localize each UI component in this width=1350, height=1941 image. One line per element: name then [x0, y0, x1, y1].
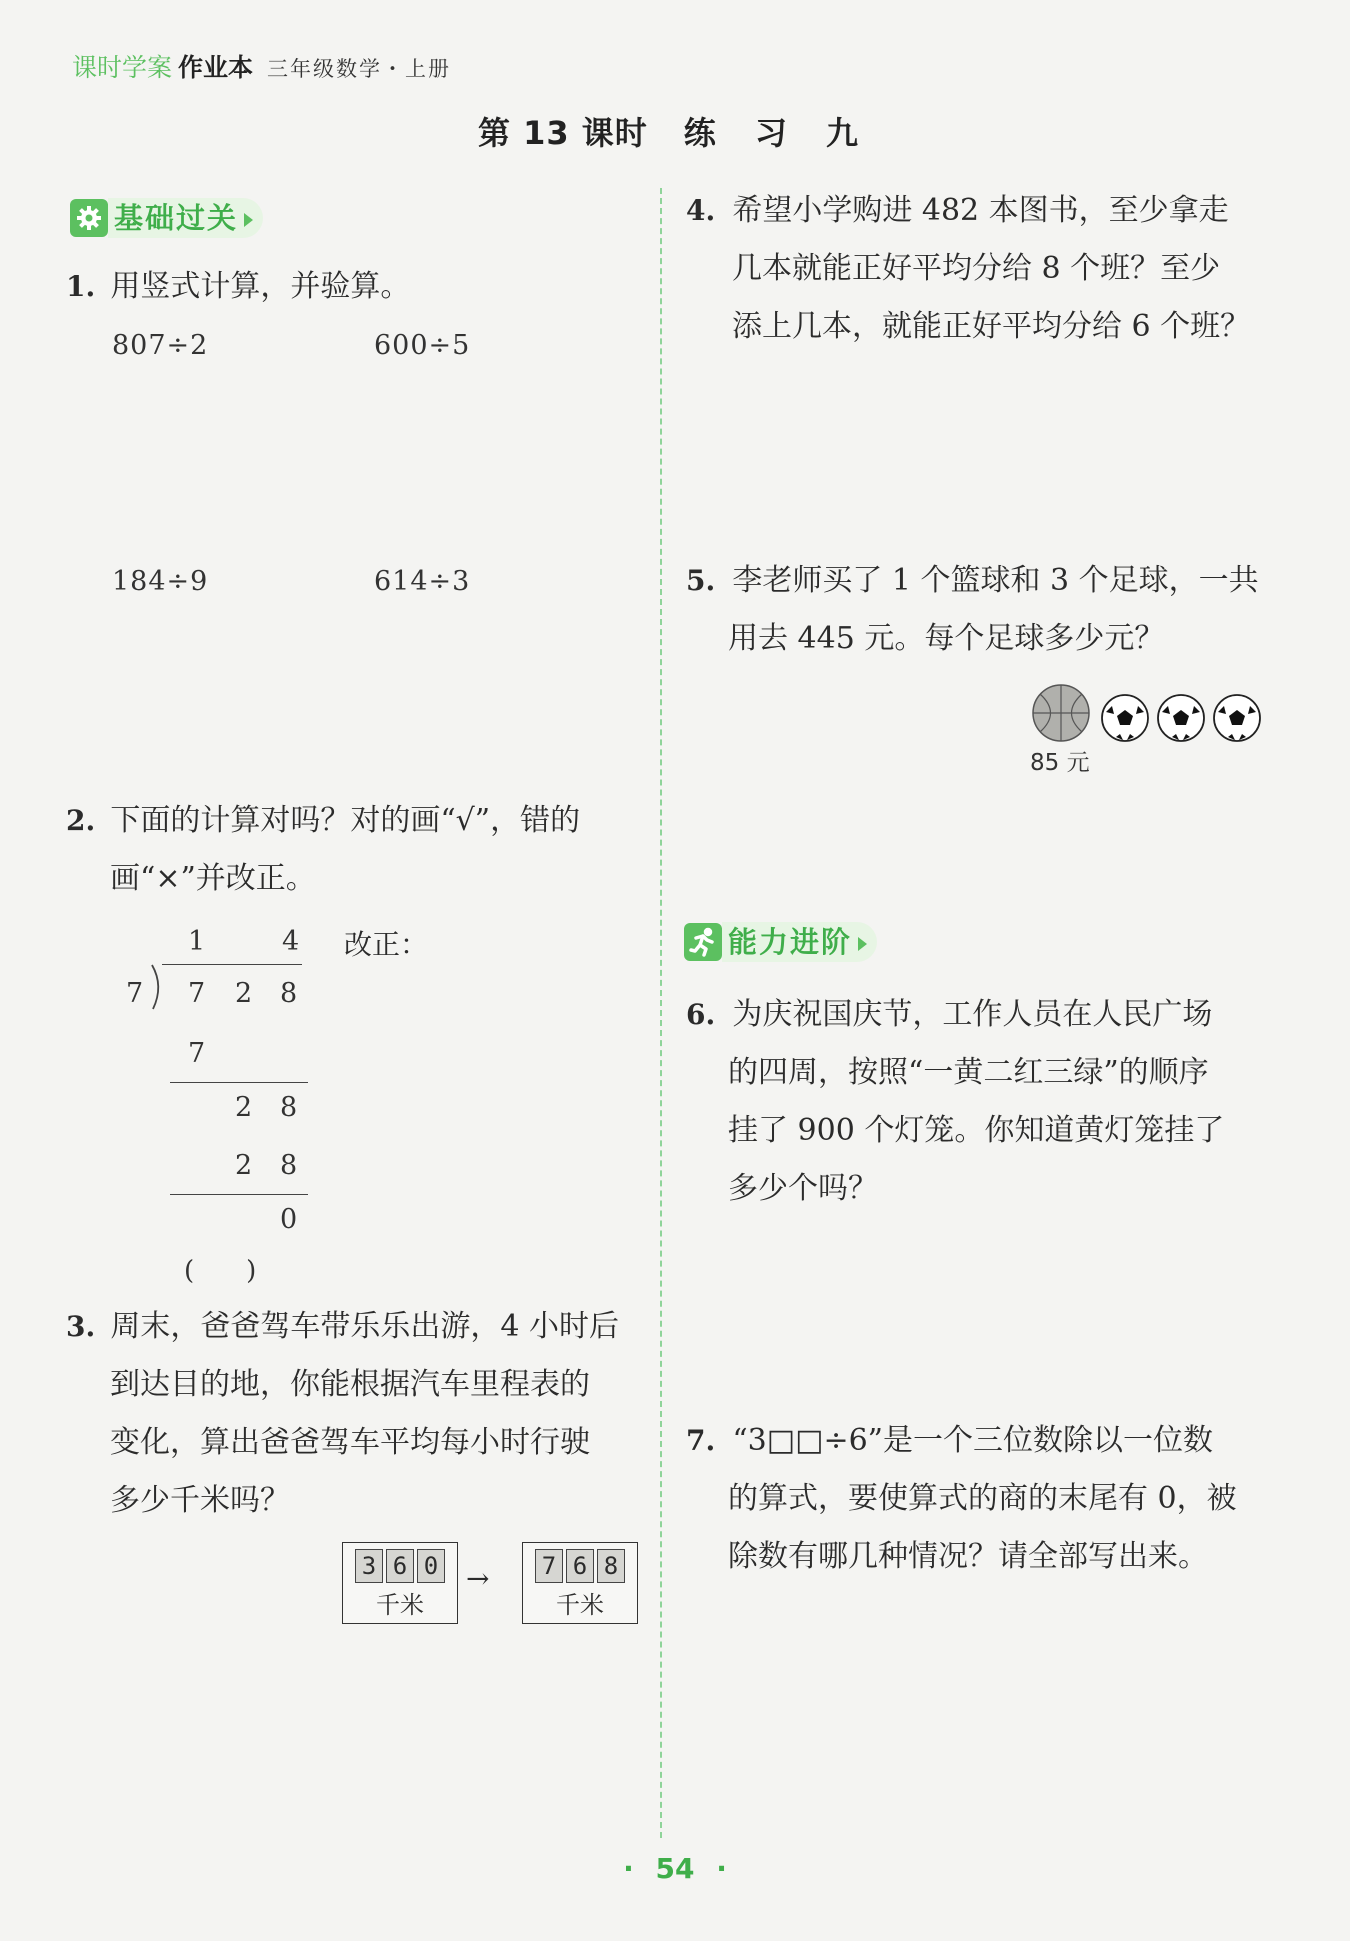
- question-1-number: 1.: [66, 270, 96, 303]
- triangle-icon: [244, 213, 253, 227]
- question-2-line: 画“×”并改正。: [110, 861, 316, 896]
- expression: 614÷3: [374, 566, 471, 597]
- question-3-line: 多少千米吗？: [110, 1483, 290, 1518]
- step-line: [170, 1194, 308, 1195]
- section-advanced: [682, 920, 877, 964]
- question-6-number: 6.: [686, 998, 716, 1031]
- expression: 807÷2: [112, 330, 209, 361]
- question-3: [66, 1298, 619, 1356]
- step-digit: 8: [280, 1150, 298, 1181]
- balls-illustration: [1028, 682, 1298, 744]
- question-2-line: 下面的计算对吗？对的画“√”，错的: [110, 803, 581, 838]
- division-bracket: [150, 964, 166, 1010]
- question-7-line: “3□□÷6”是一个三位数除以一位数: [732, 1423, 1214, 1458]
- question-7-line: 的算式，要使算式的商的末尾有 0，被: [728, 1481, 1237, 1516]
- grade-label: 三年级数学・上册: [267, 57, 452, 81]
- odometer-digit: 6: [566, 1549, 594, 1583]
- remainder: 0: [280, 1204, 298, 1235]
- arrow-icon: →: [466, 1562, 490, 1595]
- soccer-ball-icon: [1214, 695, 1260, 741]
- odometer-digit: 8: [597, 1549, 625, 1583]
- odometer-digit: 7: [535, 1549, 563, 1583]
- section-basic-label: 基础过关: [108, 198, 263, 238]
- question-1: [66, 258, 410, 316]
- odometer-start: [342, 1542, 458, 1624]
- runner-icon: [684, 923, 722, 961]
- page-title: [0, 108, 1350, 154]
- question-7-line: 除数有哪几种情况？请全部写出来。: [728, 1539, 1208, 1574]
- column-divider: [660, 188, 662, 1838]
- question-6-line: 的四周，按照“一黄二红三绿”的顺序: [728, 1055, 1209, 1090]
- question-1-text: 用竖式计算，并验算。: [110, 269, 411, 304]
- section-basic: [68, 196, 263, 240]
- question-7: [686, 1412, 1213, 1470]
- question-2: [66, 792, 580, 850]
- expression: 600÷5: [374, 330, 471, 361]
- question-5-line: 李老师买了 1 个篮球和 3 个足球，一共: [732, 563, 1259, 598]
- book-label: 作业本: [178, 53, 254, 82]
- quotient-digit: 4: [282, 926, 300, 957]
- odometer-digit: 0: [417, 1549, 445, 1583]
- odometer-end: [522, 1542, 638, 1624]
- question-6-line: 为庆祝国庆节，工作人员在人民广场: [732, 997, 1213, 1032]
- question-3-line: 到达目的地，你能根据汽车里程表的: [110, 1367, 590, 1402]
- question-3-line: 变化，算出爸爸驾车平均每小时行驶: [110, 1425, 590, 1460]
- question-7-number: 7.: [686, 1424, 716, 1457]
- soccer-ball-icon: [1158, 695, 1204, 741]
- dividend-digit: 7: [188, 978, 206, 1009]
- division-bar: [162, 964, 302, 965]
- section-advanced-label: 能力进阶: [722, 922, 877, 962]
- page-number-value: 54: [655, 1852, 695, 1885]
- book-header: [72, 48, 451, 84]
- lesson-name: 练 习 九: [683, 114, 873, 152]
- basketball-price: 85 元: [1030, 750, 1090, 776]
- odometer-unit: 千米: [556, 1591, 604, 1619]
- divisor: 7: [126, 978, 144, 1009]
- question-3-number: 3.: [66, 1310, 96, 1343]
- odometer-digit: 6: [386, 1549, 414, 1583]
- odometer-digit: 3: [355, 1549, 383, 1583]
- page-number: [0, 1852, 1350, 1885]
- basketball-icon: [1033, 685, 1089, 741]
- page-dot: ·: [623, 1852, 634, 1885]
- step-digit: 2: [235, 1150, 253, 1181]
- step-digit: 2: [235, 1092, 253, 1123]
- step-line: [170, 1082, 308, 1083]
- question-4: [686, 182, 1229, 240]
- odometer-unit: 千米: [376, 1591, 424, 1619]
- long-division: [90, 920, 330, 1286]
- question-5: [686, 552, 1259, 610]
- lesson-number: 第 13 课时: [477, 114, 648, 152]
- dividend-digit: 2: [235, 978, 253, 1009]
- correction-label: 改正：: [344, 928, 429, 961]
- question-4-line: 几本就能正好平均分给 8 个班？至少: [732, 251, 1221, 286]
- question-5-line: 用去 445 元。每个足球多少元？: [728, 621, 1165, 656]
- question-6-line: 多少个吗？: [728, 1171, 878, 1206]
- question-4-number: 4.: [686, 194, 716, 227]
- question-5-number: 5.: [686, 564, 716, 597]
- answer-parentheses: ( ): [184, 1256, 257, 1286]
- expression: 184÷9: [112, 566, 209, 597]
- dividend-digit: 8: [280, 978, 298, 1009]
- quotient-digit: 1: [188, 926, 206, 957]
- question-4-line: 添上几本，就能正好平均分给 6 个班？: [732, 309, 1251, 344]
- question-6-line: 挂了 900 个灯笼。你知道黄灯笼挂了: [728, 1113, 1225, 1148]
- page-dot: ·: [716, 1852, 727, 1885]
- gear-icon: [70, 199, 108, 237]
- brand-label: 课时学案: [72, 53, 173, 82]
- question-2-number: 2.: [66, 804, 96, 837]
- question-4-line: 希望小学购进 482 本图书，至少拿走: [732, 193, 1229, 228]
- step-digit: 8: [280, 1092, 298, 1123]
- question-3-line: 周末，爸爸驾车带乐乐出游，4 小时后: [110, 1309, 619, 1344]
- triangle-icon: [858, 937, 867, 951]
- step-digit: 7: [188, 1038, 206, 1069]
- soccer-ball-icon: [1102, 695, 1148, 741]
- question-6: [686, 986, 1212, 1044]
